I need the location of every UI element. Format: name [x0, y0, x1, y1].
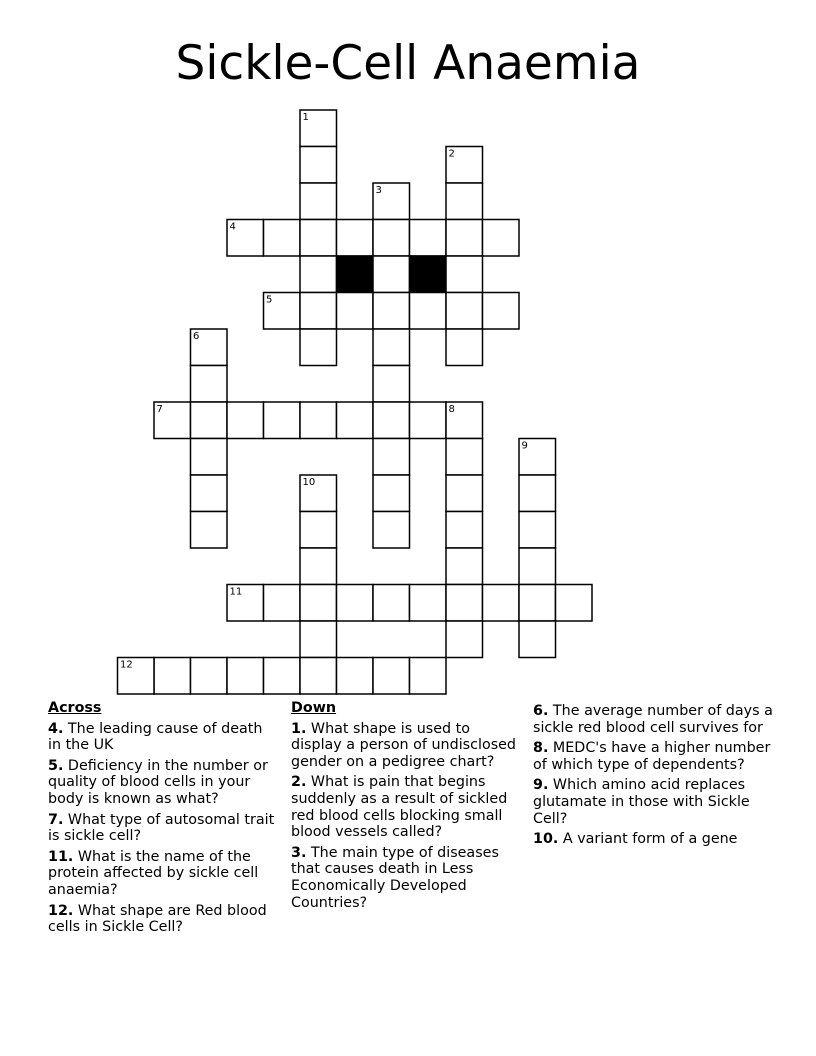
crossword-cell[interactable] — [446, 439, 483, 476]
clue-text: A variant form of a gene — [558, 831, 738, 848]
crossword-cell[interactable] — [227, 402, 264, 439]
cell-number: 2 — [448, 148, 455, 160]
page-title: Sickle-Cell Anaemia — [175, 36, 641, 91]
crossword-block-cell — [337, 256, 374, 293]
clue-number: 1. — [291, 720, 307, 737]
clue-item — [533, 740, 773, 773]
clue-text: The leading cause of death in the UK — [48, 720, 263, 754]
crossword-cell[interactable] — [337, 658, 374, 695]
clue-text: What shape are Red blood cells in Sickle Cell? — [48, 902, 267, 936]
clue-number: 10. — [533, 831, 559, 848]
clue-text: Which amino acid replaces glutamate in those with Sickle Cell? — [533, 777, 750, 827]
crossword-cell[interactable] — [410, 220, 447, 257]
cell-number: 9 — [521, 440, 528, 452]
crossword-cell[interactable] — [191, 475, 228, 512]
crossword-cell[interactable] — [446, 220, 483, 257]
crossword-cell[interactable] — [410, 585, 447, 622]
crossword-cell[interactable] — [191, 512, 228, 549]
crossword-cell[interactable] — [373, 220, 410, 257]
clue-text: The average number of days a sickle red blood cell survives for — [533, 703, 773, 736]
clue-number: 2. — [291, 774, 307, 791]
crossword-cell[interactable] — [191, 658, 228, 695]
clue-item — [291, 845, 523, 911]
crossword-cell[interactable] — [373, 329, 410, 366]
clue-text: What is pain that begins suddenly as a result of sickled red blood cells blocking small blood vessels called? — [291, 774, 508, 841]
crossword-cell[interactable] — [191, 366, 228, 403]
crossword-cell[interactable] — [300, 402, 337, 439]
crossword-cell[interactable] — [373, 439, 410, 476]
cell-number: 1 — [302, 112, 309, 123]
crossword-cell[interactable] — [300, 621, 337, 658]
crossword-cell[interactable] — [446, 256, 483, 293]
crossword-cell[interactable] — [410, 293, 447, 330]
crossword-cell[interactable] — [300, 658, 337, 695]
crossword-cell[interactable] — [337, 220, 374, 257]
cell-number: 6 — [193, 331, 200, 342]
clue-item — [291, 774, 523, 840]
crossword-cell[interactable] — [300, 183, 337, 220]
crossword-cell[interactable] — [519, 548, 556, 585]
down-clues — [291, 700, 523, 915]
crossword-cell[interactable] — [337, 585, 374, 622]
down-clues-continued — [533, 703, 773, 852]
cell-number: 8 — [448, 404, 455, 415]
crossword-cell[interactable] — [300, 147, 337, 184]
down-continued-clue-list — [533, 703, 773, 848]
clue-number: 8. — [533, 740, 549, 757]
crossword-cell[interactable] — [264, 585, 301, 622]
crossword-cell[interactable] — [519, 585, 556, 622]
clue-item — [48, 758, 276, 808]
clue-number: 3. — [291, 844, 307, 861]
cell-number: 4 — [229, 221, 236, 233]
crossword-cell[interactable] — [154, 658, 191, 695]
clue-item — [48, 903, 276, 936]
clue-number: 5. — [48, 757, 64, 774]
crossword-cell[interactable] — [300, 512, 337, 549]
clue-number: 11. — [48, 848, 74, 865]
crossword-block-cell — [410, 256, 447, 293]
crossword-cell[interactable] — [264, 658, 301, 695]
crossword-cell[interactable] — [446, 475, 483, 512]
crossword-cell[interactable] — [373, 475, 410, 512]
crossword-cell[interactable] — [264, 220, 301, 257]
crossword-cell[interactable] — [446, 512, 483, 549]
crossword-cell[interactable] — [373, 366, 410, 403]
crossword-cell[interactable] — [191, 439, 228, 476]
clue-item — [533, 777, 773, 827]
clue-text: What is the name of the protein affected by sickle cell anaemia? — [48, 848, 259, 898]
crossword-cell[interactable] — [519, 512, 556, 549]
clue-item — [291, 721, 523, 771]
cell-number: 10 — [302, 477, 316, 488]
clue-number: 4. — [48, 720, 64, 737]
clue-item — [533, 703, 773, 736]
down-heading: Down — [291, 700, 337, 716]
crossword-cell[interactable] — [483, 293, 520, 330]
crossword-cell[interactable] — [300, 548, 337, 585]
clue-number: 7. — [48, 811, 64, 828]
crossword-cell[interactable] — [373, 256, 410, 293]
clue-number: 12. — [48, 902, 74, 919]
clue-text: MEDC's have a higher number of which type of dependents? — [533, 740, 771, 773]
crossword-cell[interactable] — [483, 585, 520, 622]
clue-text: Deficiency in the number or quality of blood cells in your body is known as what? — [48, 757, 268, 807]
crossword-cell[interactable] — [300, 256, 337, 293]
down-clue-list — [291, 721, 523, 912]
crossword-cell[interactable] — [410, 402, 447, 439]
crossword-cell[interactable] — [483, 220, 520, 257]
crossword-cell[interactable] — [446, 585, 483, 622]
clue-item — [48, 849, 276, 899]
cell-number: 3 — [375, 185, 382, 196]
clue-text: The main type of diseases that causes death in Less Economically Developed Countries? — [291, 844, 499, 911]
crossword-cell[interactable] — [446, 329, 483, 366]
crossword-cell[interactable] — [300, 220, 337, 257]
crossword-cell[interactable] — [373, 402, 410, 439]
crossword-cell[interactable] — [227, 658, 264, 695]
clue-item — [533, 831, 773, 848]
crossword-cell[interactable] — [446, 621, 483, 658]
clue-text: What shape is used to display a person of undisclosed gender on a pedigree chart? — [291, 720, 517, 770]
crossword-cell[interactable] — [556, 585, 593, 622]
cell-number: 5 — [266, 294, 273, 306]
crossword-cell[interactable] — [191, 402, 228, 439]
crossword-cell[interactable] — [337, 402, 374, 439]
across-clue-list — [48, 721, 276, 936]
crossword-cell[interactable] — [264, 402, 301, 439]
clue-number: 6. — [533, 703, 549, 719]
crossword-cell[interactable] — [373, 585, 410, 622]
cell-number: 12 — [120, 659, 133, 671]
across-heading: Across — [48, 700, 102, 716]
crossword-cell[interactable] — [446, 183, 483, 220]
clue-item — [48, 721, 276, 754]
crossword-cell[interactable] — [446, 293, 483, 330]
crossword-cell[interactable] — [373, 293, 410, 330]
crossword-cell[interactable] — [300, 293, 337, 330]
clue-text: What type of autosomal trait is sickle cell? — [48, 811, 275, 845]
crossword-cell[interactable] — [446, 548, 483, 585]
crossword-cell[interactable] — [373, 658, 410, 695]
crossword-cell[interactable] — [337, 293, 374, 330]
across-clues — [48, 700, 276, 940]
crossword-cell[interactable] — [373, 512, 410, 549]
clue-number: 9. — [533, 777, 549, 794]
crossword-cell[interactable] — [519, 475, 556, 512]
cell-number: 11 — [229, 586, 243, 598]
crossword-cell[interactable] — [410, 658, 447, 695]
crossword-cell[interactable] — [300, 585, 337, 622]
clue-item — [48, 812, 276, 845]
cell-number: 7 — [156, 404, 163, 415]
crossword-cell[interactable] — [300, 329, 337, 366]
crossword-cell[interactable] — [519, 621, 556, 658]
